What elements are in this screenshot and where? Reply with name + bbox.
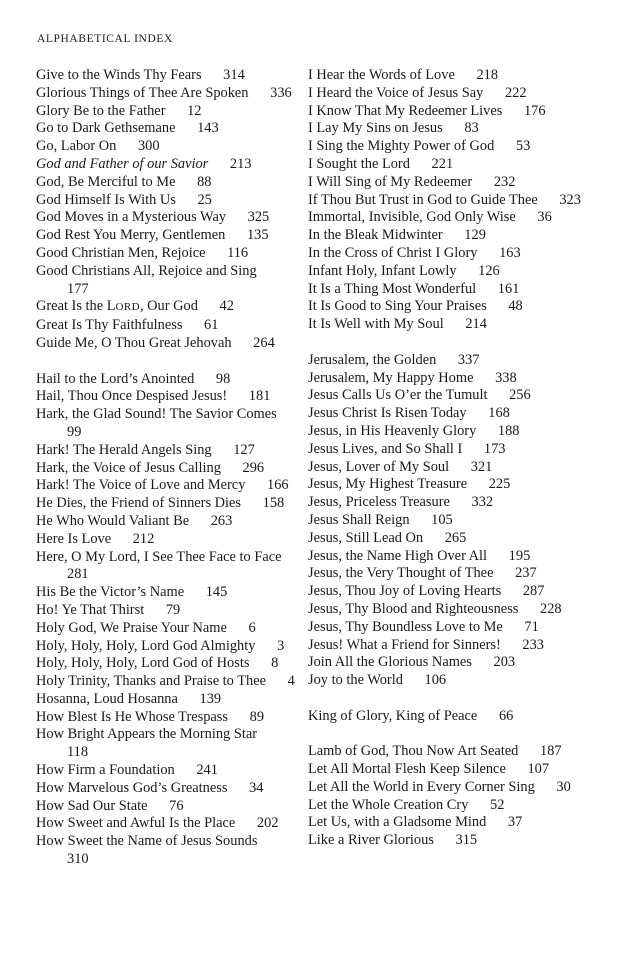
index-entry (308, 387, 608, 405)
hymn-title: Jesus Christ Is Risen Today (308, 405, 467, 422)
index-entry (308, 156, 608, 174)
index-entry (308, 619, 608, 637)
hymn-title: I Heard the Voice of Jesus Say (308, 84, 484, 101)
hymn-number: 225 (488, 476, 511, 493)
hymn-number: 99 (67, 423, 82, 440)
index-entry (36, 192, 298, 210)
index-entry (36, 726, 298, 762)
hymn-number: 88 (197, 173, 212, 190)
hymn-number: 83 (464, 120, 479, 137)
index-entry (308, 441, 608, 459)
index-entry (308, 85, 608, 103)
hymn-number: 105 (431, 511, 453, 528)
hymn-number: 256 (509, 387, 531, 404)
index-column-left (36, 67, 298, 869)
hymn-title: Good Christian Men, Rejoice (36, 244, 206, 261)
hymn-number: 52 (490, 796, 505, 813)
hymn-number: 166 (267, 477, 289, 494)
index-entry (308, 316, 608, 334)
index-entry (36, 138, 298, 156)
hymn-number: 177 (67, 280, 89, 297)
hymn-title: Join All the Glorious Names (308, 654, 472, 671)
hymn-number: 263 (210, 512, 233, 529)
hymn-title: Jesus, Thy Boundless Love to Me (308, 618, 503, 635)
index-entry (308, 548, 608, 566)
index-entry (308, 565, 608, 583)
hymn-title: Jesus Shall Reign (308, 511, 410, 528)
index-entry (36, 762, 298, 780)
index-entry (36, 335, 298, 353)
index-entry (36, 477, 298, 495)
hymn-number: 89 (249, 708, 265, 725)
index-entry (36, 442, 298, 460)
index-entry (308, 281, 608, 299)
hymn-number: 34 (249, 779, 264, 796)
hymn-title: Like a River Glorious (308, 832, 434, 849)
index-entry (308, 423, 608, 441)
index-entry (36, 406, 298, 442)
hymn-title: God Moves in a Mysterious Way (36, 209, 227, 226)
hymn-title: I Will Sing of My Redeemer (308, 173, 473, 190)
index-entry (36, 584, 298, 602)
hymn-title: Jesus! What a Friend for Sinners! (308, 636, 501, 653)
hymn-title: King of Glory, King of Peace (308, 707, 478, 724)
hymn-number: 314 (223, 67, 245, 83)
hymn-title: Let the Whole Creation Cry (308, 796, 469, 813)
hymn-title: Let All Mortal Flesh Keep Silence (308, 761, 506, 778)
hymn-number: 187 (539, 743, 562, 760)
index-entry (36, 655, 298, 673)
hymn-title: Jesus, in His Heavenly Glory (308, 422, 477, 439)
hymn-title: Jesus, Priceless Treasure (308, 494, 450, 511)
hymn-title: In the Cross of Christ I Glory (308, 244, 478, 261)
index-entry (36, 120, 298, 138)
hymn-title: Good Christians All, Rejoice and Sing (36, 262, 257, 279)
hymn-title: Jesus, Still Lead On (308, 529, 424, 546)
hymn-title: Hark! The Herald Angels Sing (36, 441, 212, 458)
index-entry (308, 103, 608, 121)
hymn-title: Holy, Holy, Holy, Lord God of Hosts (36, 655, 250, 672)
hymn-title: It Is Good to Sing Your Praises (308, 298, 487, 315)
hymn-title: Jesus, Thy Blood and Righteousness (308, 600, 519, 617)
index-entry (308, 832, 608, 850)
hymn-title: How Marvelous God’s Greatness (36, 779, 228, 796)
hymn-number: 332 (471, 494, 494, 511)
hymn-title: Great Is the LORD, Our God (36, 298, 198, 315)
index-entry (36, 549, 298, 585)
hymn-number: 25 (197, 191, 212, 208)
index-entry (308, 779, 608, 797)
hymn-number: 188 (497, 422, 520, 439)
hymn-title: In the Bleak Midwinter (308, 227, 443, 244)
index-entry (36, 709, 298, 727)
index-entry (308, 174, 608, 192)
hymn-number: 325 (247, 209, 270, 226)
hymn-number: 135 (246, 227, 269, 244)
index-entry (308, 797, 608, 815)
hymn-number: 143 (197, 120, 219, 137)
hymn-number: 8 (271, 655, 279, 672)
index-entry (308, 263, 608, 281)
index-entry (308, 209, 608, 227)
index-entry (308, 743, 608, 761)
index-entry (308, 459, 608, 477)
index-entry (308, 245, 608, 263)
hymn-title: How Firm a Foundation (36, 762, 175, 779)
hymn-title: Give to the Winds Thy Fears (36, 67, 202, 83)
hymn-number: 116 (227, 244, 249, 261)
index-entry (308, 583, 608, 601)
hymn-number: 79 (165, 601, 181, 618)
index-entry (36, 602, 298, 620)
hymn-number: 181 (248, 388, 271, 405)
hymn-number: 214 (465, 316, 487, 333)
hymn-number: 281 (67, 566, 89, 583)
index-entry (308, 512, 608, 530)
hymn-number: 3 (277, 637, 285, 654)
hymn-title: Infant Holy, Infant Lowly (308, 262, 457, 279)
hymn-number: 129 (464, 227, 486, 244)
index-entry (308, 352, 608, 370)
index-entry (36, 209, 298, 227)
hymn-number: 12 (187, 102, 202, 119)
hymn-number: 264 (253, 334, 275, 351)
hymn-title: If Thou But Trust in God to Guide Thee (308, 191, 538, 208)
hymn-title: Hail, Thou Once Despised Jesus! (36, 388, 228, 405)
index-entry (36, 673, 298, 691)
hymn-title: Jesus Lives, and So Shall I (308, 440, 463, 457)
hymn-number: 300 (137, 138, 160, 155)
hymn-number: 195 (508, 547, 531, 564)
hymn-title: Go to Dark Gethsemane (36, 120, 176, 137)
index-column-right (308, 67, 608, 850)
hymn-title: I Sing the Mighty Power of God (308, 138, 495, 155)
hymn-number: 4 (287, 673, 295, 690)
hymn-number: 158 (262, 495, 285, 512)
hymn-title: Guide Me, O Thou Great Jehovah (36, 334, 232, 351)
hymn-number: 53 (515, 138, 531, 155)
hymn-title: How Bright Appears the Morning Star (36, 726, 258, 743)
hymn-title: How Sweet and Awful Is the Place (36, 815, 236, 832)
hymn-title: God Rest You Merry, Gentlemen (36, 227, 226, 244)
index-entry (308, 138, 608, 156)
index-entry (308, 601, 608, 619)
hymn-title: How Blest Is He Whose Trespass (36, 708, 229, 725)
hymn-title: Lamb of God, Thou Now Art Seated (308, 743, 519, 760)
hymn-number: 338 (495, 369, 517, 386)
section-gap (308, 725, 608, 743)
hymn-number: 336 (270, 84, 292, 101)
index-entry (36, 798, 298, 816)
page-header: ALPHABETICAL INDEX (37, 33, 173, 45)
index-entry (36, 620, 298, 638)
hymn-title: Jesus, My Highest Treasure (308, 476, 468, 493)
index-entry (36, 460, 298, 478)
index-entry (308, 405, 608, 423)
hymn-number: 61 (204, 317, 219, 334)
hymn-title: Glorious Things of Thee Are Spoken (36, 84, 249, 101)
index-entry (308, 708, 608, 726)
index-entry (36, 298, 298, 317)
hymn-number: 98 (215, 370, 231, 387)
hymn-title: Hark, the Glad Sound! The Savior Comes (36, 406, 277, 423)
index-entry (36, 245, 298, 263)
hymn-number: 222 (504, 84, 527, 101)
hymn-title: God, Be Merciful to Me (36, 173, 176, 190)
hymn-number: 203 (493, 654, 516, 671)
hymn-title: He Who Would Valiant Be (36, 512, 190, 529)
index-entry (36, 227, 298, 245)
hymn-title: I Sought the Lord (308, 155, 410, 172)
hymn-number: 71 (524, 618, 539, 635)
index-entry (308, 120, 608, 138)
hymn-number: 265 (444, 529, 467, 546)
hymn-title: Jerusalem, the Golden (308, 351, 437, 368)
hymn-number: 48 (508, 298, 523, 315)
hymn-title: Holy Trinity, Thanks and Praise to Thee (36, 673, 266, 690)
hymn-title: God Himself Is With Us (36, 191, 176, 208)
hymn-title: Jerusalem, My Happy Home (308, 369, 474, 386)
hymn-title: It Is a Thing Most Wonderful (308, 280, 477, 297)
index-entry (36, 531, 298, 549)
hymn-number: 337 (457, 351, 480, 368)
hymn-title: Holy God, We Praise Your Name (36, 619, 227, 636)
hymn-title: Hosanna, Loud Hosanna (36, 690, 178, 707)
hymn-number: 163 (499, 244, 521, 261)
index-entry (308, 67, 608, 85)
hymn-title: It Is Well with My Soul (308, 316, 444, 333)
hymn-title: Great Is Thy Faithfulness (36, 317, 183, 334)
index-entry (308, 761, 608, 779)
hymn-number: 315 (455, 832, 478, 849)
hymn-number: 126 (478, 262, 500, 279)
hymn-title: He Dies, the Friend of Sinners Dies (36, 495, 242, 512)
hymn-number: 76 (169, 797, 184, 814)
index-entry (36, 156, 298, 174)
hymn-title: Jesus, the Very Thought of Thee (308, 565, 494, 582)
hymn-title: How Sad Our State (36, 797, 148, 814)
index-entry (36, 371, 298, 389)
hymn-number: 30 (556, 778, 571, 795)
hymn-title: Jesus, the Name High Over All (308, 547, 488, 564)
hymn-title: How Sweet the Name of Jesus Sounds (36, 833, 258, 850)
hymn-title: Hark! The Voice of Love and Mercy (36, 477, 246, 494)
hymn-number: 296 (242, 459, 265, 476)
hymn-number: 6 (248, 619, 256, 636)
hymn-number: 66 (498, 707, 514, 724)
hymn-title: Holy, Holy, Holy, Lord God Almighty (36, 637, 256, 654)
hymn-number: 237 (515, 565, 537, 582)
hymn-number: 287 (522, 583, 545, 600)
hymn-title: Let All the World in Every Corner Sing (308, 778, 535, 795)
index-entry (36, 513, 298, 531)
hymn-number: 202 (256, 815, 279, 832)
hymn-number: 168 (488, 405, 510, 422)
index-entry (308, 298, 608, 316)
hymn-number: 161 (497, 280, 520, 297)
hymn-number: 37 (507, 814, 523, 831)
index-entry (36, 263, 298, 299)
hymn-number: 232 (493, 173, 516, 190)
section-gap (308, 690, 608, 708)
index-entry (36, 85, 298, 103)
hymn-title: God and Father of our Savior (36, 155, 209, 172)
hymn-number: 218 (476, 67, 499, 83)
hymn-title: Ho! Ye That Thirst (36, 601, 145, 618)
index-entry (308, 370, 608, 388)
index-entry (36, 174, 298, 192)
index-entry (36, 67, 298, 85)
hymn-number: 127 (233, 441, 255, 458)
index-entry (36, 780, 298, 798)
hymn-number: 233 (522, 636, 544, 653)
hymn-number: 310 (67, 851, 89, 868)
hymn-number: 36 (537, 209, 552, 226)
hymn-number: 139 (199, 690, 222, 707)
hymn-number: 212 (132, 530, 155, 547)
hymn-number: 213 (229, 155, 252, 172)
hymn-title: I Hear the Words of Love (308, 67, 455, 83)
hymn-number: 107 (527, 761, 550, 778)
hymn-title: Hark, the Voice of Jesus Calling (36, 459, 221, 476)
hymn-title: Immortal, Invisible, God Only Wise (308, 209, 516, 226)
hymn-title: I Lay My Sins on Jesus (308, 120, 443, 137)
hymn-title: Jesus Calls Us O’er the Tumult (308, 387, 488, 404)
hymn-title: His Be the Victor’s Name (36, 584, 185, 601)
hymn-number: 321 (470, 458, 493, 475)
index-entry (308, 637, 608, 655)
hymn-number: 173 (483, 440, 506, 457)
hymn-title: Joy to the World (308, 672, 403, 689)
index-entry (36, 815, 298, 833)
index-entry (308, 654, 608, 672)
index-entry (308, 192, 608, 210)
hymn-number: 323 (559, 191, 581, 208)
index-entry (308, 814, 608, 832)
hymn-title: Here Is Love (36, 530, 112, 547)
hymn-number: 221 (431, 155, 454, 172)
index-entry (36, 317, 298, 335)
index-entry (36, 495, 298, 513)
hymn-number: 106 (424, 672, 447, 689)
index-entry (36, 833, 298, 869)
hymn-number: 145 (205, 584, 228, 601)
hymn-title: Here, O My Lord, I See Thee Face to Face (36, 548, 282, 565)
index-entry (308, 476, 608, 494)
index-entry (308, 672, 608, 690)
index-entry (36, 691, 298, 709)
hymn-title: Let Us, with a Gladsome Mind (308, 814, 487, 831)
index-entry (36, 103, 298, 121)
hymn-number: 118 (67, 744, 89, 761)
index-entry (36, 388, 298, 406)
hymn-number: 176 (523, 102, 546, 119)
section-gap (36, 353, 298, 371)
index-entry (36, 638, 298, 656)
hymn-number: 241 (196, 762, 218, 779)
hymn-title: I Know That My Redeemer Lives (308, 102, 503, 119)
hymn-number: 228 (540, 600, 562, 617)
section-gap (308, 334, 608, 352)
index-entry (308, 494, 608, 512)
hymn-title: Go, Labor On (36, 138, 117, 155)
hymn-title: Jesus, Thou Joy of Loving Hearts (308, 583, 502, 600)
hymn-number: 42 (219, 298, 234, 315)
index-entry (308, 530, 608, 548)
hymn-title: Jesus, Lover of My Soul (308, 458, 450, 475)
hymn-title: Glory Be to the Father (36, 102, 166, 119)
hymn-title: Hail to the Lord’s Anointed (36, 370, 195, 387)
index-entry (308, 227, 608, 245)
